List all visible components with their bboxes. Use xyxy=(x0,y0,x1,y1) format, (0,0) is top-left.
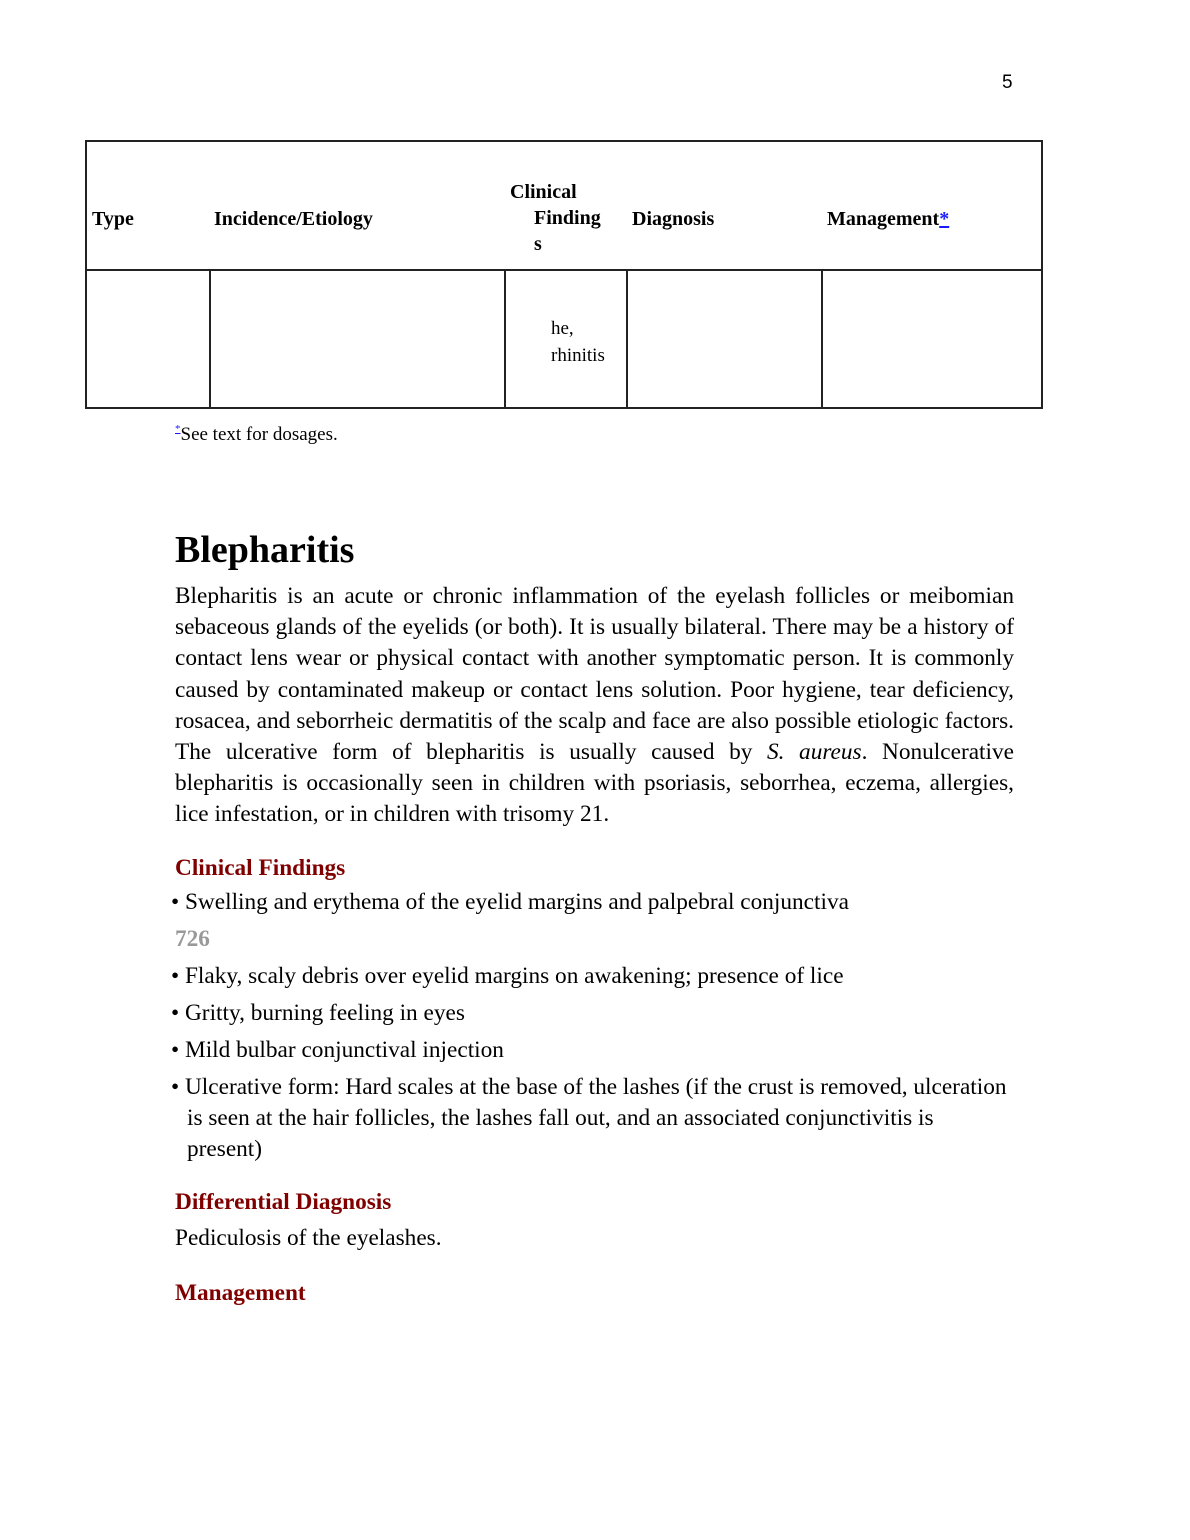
differential-diagnosis-text: Pediculosis of the eyelashes. xyxy=(175,1224,442,1251)
header-clinical-line1: Clinical xyxy=(510,181,577,203)
page-number: 5 xyxy=(1002,72,1013,93)
column-divider xyxy=(821,271,823,407)
section-title: Blepharitis xyxy=(175,529,355,571)
intro-paragraph xyxy=(175,581,1014,831)
list-item: • Ulcerative form: Hard scales at the base of the lashes (if the crust is removed, ulceration is seen at the hair follicles, the lashes fall out, and an associated conjunctivitis is present) xyxy=(171,1073,1007,1162)
list-item: • Swelling and erythema of the eyelid margins and palpebral conjunctiva xyxy=(171,888,849,915)
header-management xyxy=(827,206,949,232)
header-type: Type xyxy=(92,208,134,230)
management-footnote-link[interactable]: * xyxy=(939,208,950,230)
column-divider xyxy=(626,271,628,407)
list-item: • Flaky, scaly debris over eyelid margins on awakening; presence of lice xyxy=(171,962,844,989)
cell-clinical-line1: he, xyxy=(551,318,574,339)
differential-diagnosis-heading: Differential Diagnosis xyxy=(175,1188,392,1215)
section-content xyxy=(171,525,1014,1308)
table-row xyxy=(87,271,1041,407)
header-incidence-etiology: Incidence/Etiology xyxy=(214,208,373,230)
intro-italic-organism: S. aureus xyxy=(766,739,862,766)
clinical-findings-heading: Clinical Findings xyxy=(175,854,346,881)
cell-clinical-line2: rhinitis xyxy=(551,345,605,366)
table-header-row xyxy=(87,142,1041,271)
header-clinical-line2: Finding xyxy=(534,207,601,229)
footnote-text: See text for dosages. xyxy=(180,424,338,445)
header-diagnosis: Diagnosis xyxy=(632,208,715,230)
header-clinical-findings xyxy=(510,179,620,257)
intro-text-2: . Nonulcerative blepharitis is occasionally seen in children with psoriasis, seborrhea, eczema, allergies, lice infestation, or in children with trisomy 21. xyxy=(175,739,1014,828)
table-footnote xyxy=(175,423,338,446)
header-management-label: Management xyxy=(827,208,940,230)
management-heading: Management xyxy=(175,1279,306,1306)
column-divider xyxy=(504,271,506,407)
source-page-ref: 726 xyxy=(175,925,210,952)
list-item: • Mild bulbar conjunctival injection xyxy=(171,1036,504,1063)
cell-clinical-findings xyxy=(551,315,605,369)
intro-text-1: Blepharitis is an acute or chronic inflammation of the eyelash follicles or meibomian sebaceous glands of the eyelids (or both). It is usually bilateral. There may be a history of contact lens wear or physical contact with another symptomatic person. It is commonly caused by contaminated makeup or contact lens solution. Poor hygiene, tear deficiency, rosacea, and seborrheic dermatitis of the scalp and face are also possible etiologic factors. The ulcerative form of blepharitis is usually caused by xyxy=(175,583,1014,766)
header-clinical-line3: s xyxy=(534,233,542,255)
summary-table xyxy=(85,140,1043,409)
footnote-mark-link[interactable]: * xyxy=(175,423,181,435)
list-item: • Gritty, burning feeling in eyes xyxy=(171,999,465,1026)
column-divider xyxy=(209,271,211,407)
